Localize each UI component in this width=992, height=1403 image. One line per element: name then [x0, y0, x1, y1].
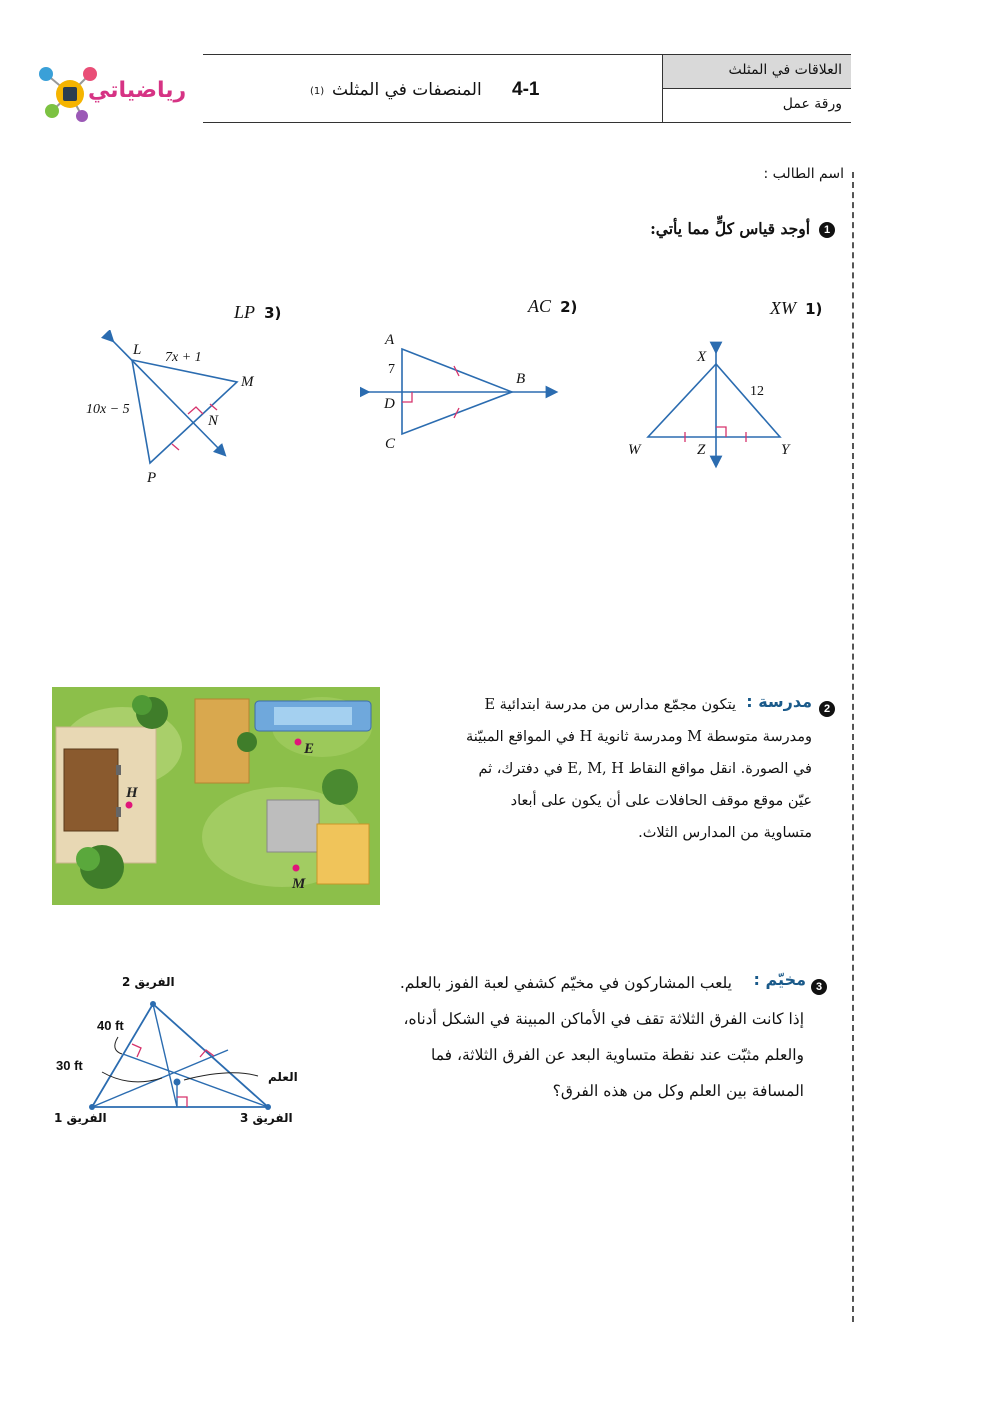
margin-dashed-line [852, 172, 854, 1322]
fig2-label-b: B [516, 371, 526, 387]
fig3-side-lm: 7x + 1 [165, 350, 202, 365]
fig1-triangle-xwy [620, 340, 820, 470]
fig3-label-p: P [147, 470, 157, 486]
q3-line-1: يلعب المشاركون في مخيّم كشفي لعبة الفوز بالعلم. [399, 974, 732, 992]
q2-number-badge: 2 [819, 701, 835, 717]
q1-part2 [528, 296, 598, 317]
q1-part3 [234, 302, 304, 323]
q2-title: مدرسة : [746, 692, 812, 711]
q3-number-badge: 3 [811, 979, 827, 995]
q3-label-30ft: 30 ft [56, 1058, 83, 1073]
q1-part1-label: XW [770, 298, 796, 318]
q2-line-3: في الصورة. انقل مواقع النقاط E, M, H في دفترك، ثم [478, 761, 812, 777]
q3-label-team1: الفريق 1 [54, 1111, 107, 1125]
header-top-rule [203, 54, 851, 55]
q3-team-triangle [50, 990, 310, 1130]
q2-school-map [52, 687, 380, 905]
q1-prompt: أوجد قياس كلٍّ مما يأتي: [650, 219, 810, 238]
fig1-side-12: 12 [750, 384, 764, 399]
q3-title: مخيّم : [753, 970, 806, 989]
q1-part1 [770, 298, 840, 319]
q2-map-label-m: M [292, 876, 306, 892]
lesson-title: المنصفات في المثلث [332, 80, 482, 100]
q1-part3-label: LP [234, 302, 256, 322]
q3-label-team2: الفريق 2 [122, 975, 175, 989]
q3-label-flag: العلم [268, 1070, 298, 1084]
q2-line-1: يتكون مجمّع مدارس من مدرسة ابتدائية E [484, 697, 736, 713]
q1-part2-label: AC [528, 296, 552, 316]
lesson-part: (1) [310, 86, 325, 97]
fig2-label-c: C [385, 436, 396, 452]
lesson-number: 4-1 [512, 79, 540, 100]
fig3-label-n: N [208, 413, 219, 429]
q2-line-4: عيّن موقع موقف الحافلات على أن يكون على أبعاد [510, 793, 812, 809]
q3-label-team3: الفريق 3 [240, 1111, 293, 1125]
q3-line-3: والعلم مثبّت عند نقطة متساوية البعد عن الفرق الثلاثة، فما [430, 1046, 804, 1064]
fig1-label-z: Z [697, 442, 706, 458]
fig3-label-m: M [241, 374, 254, 390]
fig2-side-7: 7 [388, 362, 395, 377]
q3-line-2: إذا كانت الفرق الثلاثة تقف في الأماكن المبينة في الشكل أدناه، [403, 1010, 804, 1028]
q3-line-4: المسافة بين العلم وكل من هذه الفرق؟ [552, 1082, 804, 1100]
fig1-label-y: Y [781, 442, 790, 458]
fig2-label-a: A [385, 332, 395, 348]
q1-part2-num: 2) [560, 298, 578, 316]
doc-type: ورقة عمل [782, 96, 842, 112]
logo-text: رياضياتي [88, 78, 187, 103]
fig3-label-l: L [133, 342, 142, 358]
header-divider [662, 54, 663, 122]
header-bottom-rule [203, 122, 851, 123]
fig3-side-lp: 10x − 5 [86, 402, 130, 417]
q2-line-2: ومدرسة متوسطة M ومدرسة ثانوية H في المواقع المبيّنة [465, 729, 812, 745]
q2-map-label-h: H [126, 785, 138, 801]
q1-number-badge: 1 [819, 222, 835, 238]
q3-label-40ft: 40 ft [97, 1018, 124, 1033]
q2-map-label-e: E [304, 741, 315, 757]
q2-line-5: متساوية من المدارس الثلاث. [638, 825, 812, 841]
q1-part3-num: 3) [264, 304, 282, 322]
student-name-label: اسم الطالب : [763, 166, 844, 182]
fig1-label-w: W [628, 442, 641, 458]
fig2-label-d: D [384, 396, 395, 412]
fig1-label-x: X [697, 349, 707, 365]
logo [32, 56, 187, 126]
q1-part1-num: 1) [805, 300, 823, 318]
unit-title: العلاقات في المثلث [728, 62, 842, 78]
lesson-header [300, 78, 570, 106]
